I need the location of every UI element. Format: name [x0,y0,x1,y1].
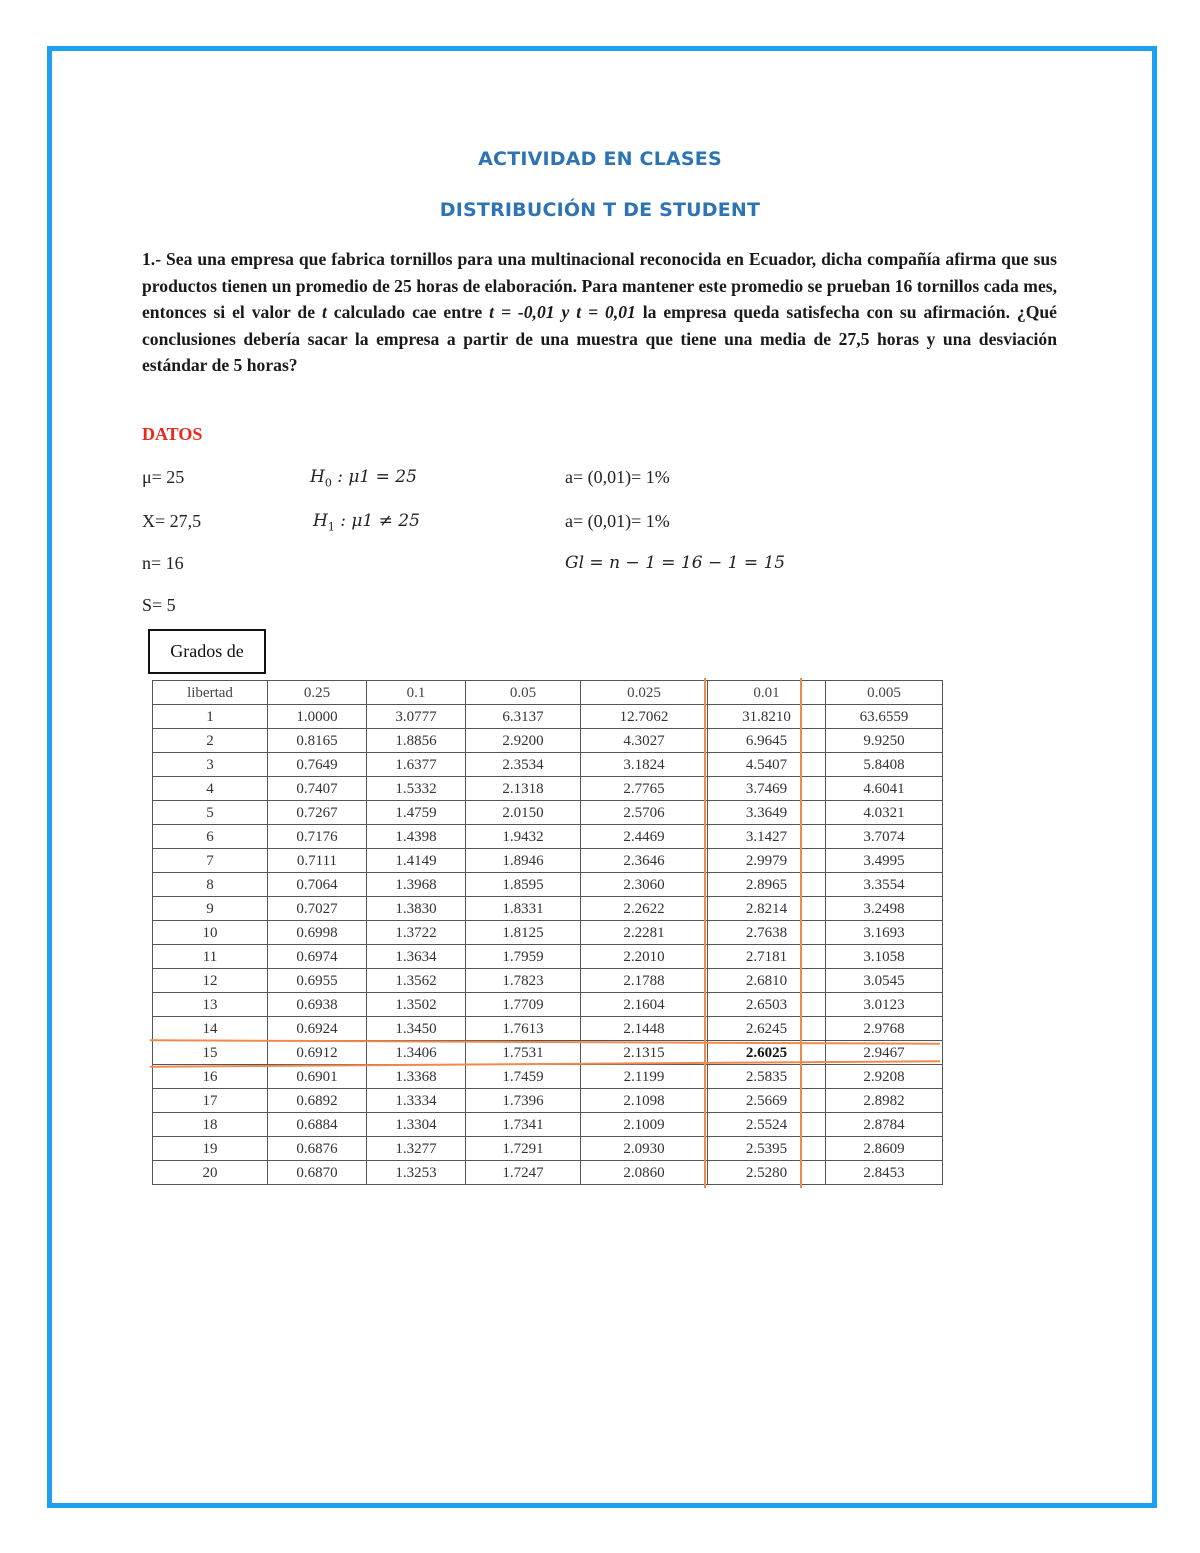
table-cell: 0.7649 [268,753,367,777]
table-cell: 0.6870 [268,1161,367,1185]
table-cell: 3.7074 [826,825,943,849]
table-cell: 2.6025 [708,1041,826,1065]
table-cell: 0.7407 [268,777,367,801]
table-cell: 1.3368 [367,1065,466,1089]
header-cell: 0.1 [367,681,466,705]
table-cell: 2.3060 [581,873,708,897]
row-df-cell: 7 [153,849,268,873]
row-df-cell: 5 [153,801,268,825]
table-row [153,705,943,729]
table-cell: 1.7531 [466,1041,581,1065]
table-cell: 1.3304 [367,1113,466,1137]
s-value: S= 5 [142,595,176,615]
table-cell: 1.4398 [367,825,466,849]
table-cell: 2.8965 [708,873,826,897]
alt-hypothesis: $H_1$ : μ1 ≠ 25 [313,511,420,534]
problem-statement: 1.- Sea una empresa que fabrica tornillos para una multinacional reconocida en Ecuador, dicha compañía afirma que sus productos tienen un promedio de 25 horas de elaboración. Para mantener este promedio se prueban 16 tornillos cada mes, entonces si el valor de t calculado cae entre t = -0,01 y t = 0,01 la empresa queda satisfecha con su afirmación. ¿Qué conclusiones debería sacar la empresa a partir de una muestra que tiene una media de 27,5 horas y una desviación estándar de 5 horas? [142,249,1057,375]
table-row [153,849,943,873]
table-cell: 1.7959 [466,945,581,969]
table-row [153,801,943,825]
row-df-cell: 12 [153,969,268,993]
row-df-cell: 20 [153,1161,268,1185]
table-cell: 1.8125 [466,921,581,945]
header-cell: 0.25 [268,681,367,705]
row-df-cell: 1 [153,705,268,729]
table-cell: 2.1318 [466,777,581,801]
table-cell: 1.7396 [466,1089,581,1113]
table-cell: 2.1199 [581,1065,708,1089]
table-cell: 2.9208 [826,1065,943,1089]
table-cell: 2.2281 [581,921,708,945]
table-cell: 2.2622 [581,897,708,921]
row-df-cell: 6 [153,825,268,849]
table-cell: 3.1058 [826,945,943,969]
table-row [153,1161,943,1185]
table-cell: 2.6810 [708,969,826,993]
table-cell: 1.8856 [367,729,466,753]
table-cell: 6.9645 [708,729,826,753]
table-row [153,1113,943,1137]
table-cell: 0.6974 [268,945,367,969]
datos-heading: DATOS [142,424,203,444]
table-cell: 0.7111 [268,849,367,873]
table-row [153,993,943,1017]
row-df-cell: 4 [153,777,268,801]
table-cell: 0.6892 [268,1089,367,1113]
table-cell: 2.5669 [708,1089,826,1113]
table-cell: 3.0777 [367,705,466,729]
table-cell: 1.3722 [367,921,466,945]
table-cell: 2.2010 [581,945,708,969]
table-cell: 1.3562 [367,969,466,993]
t-distribution-table [152,680,943,1185]
n-value: n= 16 [142,553,184,573]
table-cell: 1.3253 [367,1161,466,1185]
row-df-cell: 8 [153,873,268,897]
table-row [153,1137,943,1161]
null-hypothesis: $H_0$ : μ1 = 25 [310,467,417,490]
table-cell: 2.1448 [581,1017,708,1041]
alpha-value-1: a= (0,01)= 1% [565,467,670,487]
table-cell: 3.0123 [826,993,943,1017]
row-df-cell: 16 [153,1065,268,1089]
table-row [153,825,943,849]
table-cell: 2.4469 [581,825,708,849]
table-cell: 1.3830 [367,897,466,921]
table-cell: 2.8609 [826,1137,943,1161]
row-df-cell: 17 [153,1089,268,1113]
table-cell: 3.3649 [708,801,826,825]
table-cell: 1.7613 [466,1017,581,1041]
table-cell: 4.5407 [708,753,826,777]
table-cell: 1.7459 [466,1065,581,1089]
table-cell: 1.6377 [367,753,466,777]
table-cell: 1.3634 [367,945,466,969]
header-cell: 0.01 [708,681,826,705]
table-cell: 0.6912 [268,1041,367,1065]
table-cell: 2.3646 [581,849,708,873]
table-row [153,753,943,777]
table-cell: 2.0860 [581,1161,708,1185]
header-cell: 0.005 [826,681,943,705]
table-cell: 12.7062 [581,705,708,729]
table-cell: 2.5835 [708,1065,826,1089]
table-cell: 0.6884 [268,1113,367,1137]
table-cell: 2.1009 [581,1113,708,1137]
table-cell: 2.8784 [826,1113,943,1137]
table-cell: 1.7341 [466,1113,581,1137]
table-cell: 1.3406 [367,1041,466,1065]
table-cell: 5.8408 [826,753,943,777]
table-cell: 1.9432 [466,825,581,849]
table-cell: 2.1098 [581,1089,708,1113]
table-row [153,945,943,969]
table-cell: 0.7064 [268,873,367,897]
header-cell: 0.05 [466,681,581,705]
table-cell: 1.8946 [466,849,581,873]
table-cell: 2.5395 [708,1137,826,1161]
xbar-value: X= 27,5 [142,511,202,531]
table-cell: 3.1693 [826,921,943,945]
table-cell: 63.6559 [826,705,943,729]
table-cell: 0.6876 [268,1137,367,1161]
table-cell: 2.1604 [581,993,708,1017]
table-cell: 0.6998 [268,921,367,945]
row-df-cell: 3 [153,753,268,777]
table-cell: 2.9979 [708,849,826,873]
table-cell: 2.0150 [466,801,581,825]
table-cell: 2.0930 [581,1137,708,1161]
table-cell: 2.6245 [708,1017,826,1041]
table-row [153,873,943,897]
alpha-value-2: a= (0,01)= 1% [565,511,670,531]
table-cell: 2.8214 [708,897,826,921]
table-cell: 2.1788 [581,969,708,993]
table-cell: 6.3137 [466,705,581,729]
table-cell: 1.3277 [367,1137,466,1161]
table-body [153,705,943,1185]
table-cell: 1.7291 [466,1137,581,1161]
table-cell: 4.3027 [581,729,708,753]
table-cell: 0.6938 [268,993,367,1017]
table-cell: 3.7469 [708,777,826,801]
table-cell: 3.1427 [708,825,826,849]
table-cell: 1.5332 [367,777,466,801]
header-cell: libertad [153,681,268,705]
table-cell: 1.4759 [367,801,466,825]
table-cell: 1.7247 [466,1161,581,1185]
table-row [153,897,943,921]
table-cell: 0.6924 [268,1017,367,1041]
table-cell: 1.3968 [367,873,466,897]
table-cell: 1.3450 [367,1017,466,1041]
table-row [153,921,943,945]
row-df-cell: 10 [153,921,268,945]
table-cell: 0.7027 [268,897,367,921]
table-cell: 3.0545 [826,969,943,993]
table-cell: 2.6503 [708,993,826,1017]
table-cell: 2.3534 [466,753,581,777]
row-df-cell: 13 [153,993,268,1017]
table-cell: 4.6041 [826,777,943,801]
row-df-cell: 15 [153,1041,268,1065]
table-cell: 4.0321 [826,801,943,825]
table-cell: 0.7267 [268,801,367,825]
table-cell: 1.3334 [367,1089,466,1113]
row-df-cell: 11 [153,945,268,969]
table-cell: 3.3554 [826,873,943,897]
table-cell: 2.7638 [708,921,826,945]
table-cell: 1.8595 [466,873,581,897]
table-cell: 0.6955 [268,969,367,993]
page-title: ACTIVIDAD EN CLASES [478,148,722,170]
table-cell: 2.1315 [581,1041,708,1065]
table-cell: 2.7181 [708,945,826,969]
table-cell: 3.4995 [826,849,943,873]
table-cell: 1.8331 [466,897,581,921]
table-cell: 1.7709 [466,993,581,1017]
row-df-cell: 14 [153,1017,268,1041]
table-cell: 1.0000 [268,705,367,729]
row-df-cell: 19 [153,1137,268,1161]
row-df-cell: 9 [153,897,268,921]
table-row [153,1017,943,1041]
row-df-cell: 2 [153,729,268,753]
table-row [153,729,943,753]
table-cell: 2.8982 [826,1089,943,1113]
table-cell: 2.9768 [826,1017,943,1041]
table-cell: 31.8210 [708,705,826,729]
table-cell: 0.6901 [268,1065,367,1089]
table-cell: 2.5524 [708,1113,826,1137]
table-row [153,1065,943,1089]
table-cell: 3.1824 [581,753,708,777]
page-subtitle: DISTRIBUCIÓN T DE STUDENT [439,199,761,221]
table-cell: 2.9200 [466,729,581,753]
table-cell: 9.9250 [826,729,943,753]
mu-value: μ= 25 [142,467,185,487]
table-cell: 1.4149 [367,849,466,873]
table-cell: 1.3502 [367,993,466,1017]
table-header-row [153,681,943,705]
table-row [153,1089,943,1113]
header-cell: 0.025 [581,681,708,705]
grados-de-label-box: Grados de [148,629,266,674]
table-cell: 2.5706 [581,801,708,825]
degrees-of-freedom: Gl = n − 1 = 16 − 1 = 15 [565,553,786,573]
table-row [153,969,943,993]
highlight-column-left-line [704,678,706,1188]
table-cell: 2.8453 [826,1161,943,1185]
row-df-cell: 18 [153,1113,268,1137]
table-cell: 2.5280 [708,1161,826,1185]
table-row [153,777,943,801]
table-cell: 2.9467 [826,1041,943,1065]
table-cell: 0.7176 [268,825,367,849]
table-cell: 1.7823 [466,969,581,993]
table-cell: 0.8165 [268,729,367,753]
highlight-column-right-line [800,678,802,1188]
table-cell: 2.7765 [581,777,708,801]
table-cell: 3.2498 [826,897,943,921]
